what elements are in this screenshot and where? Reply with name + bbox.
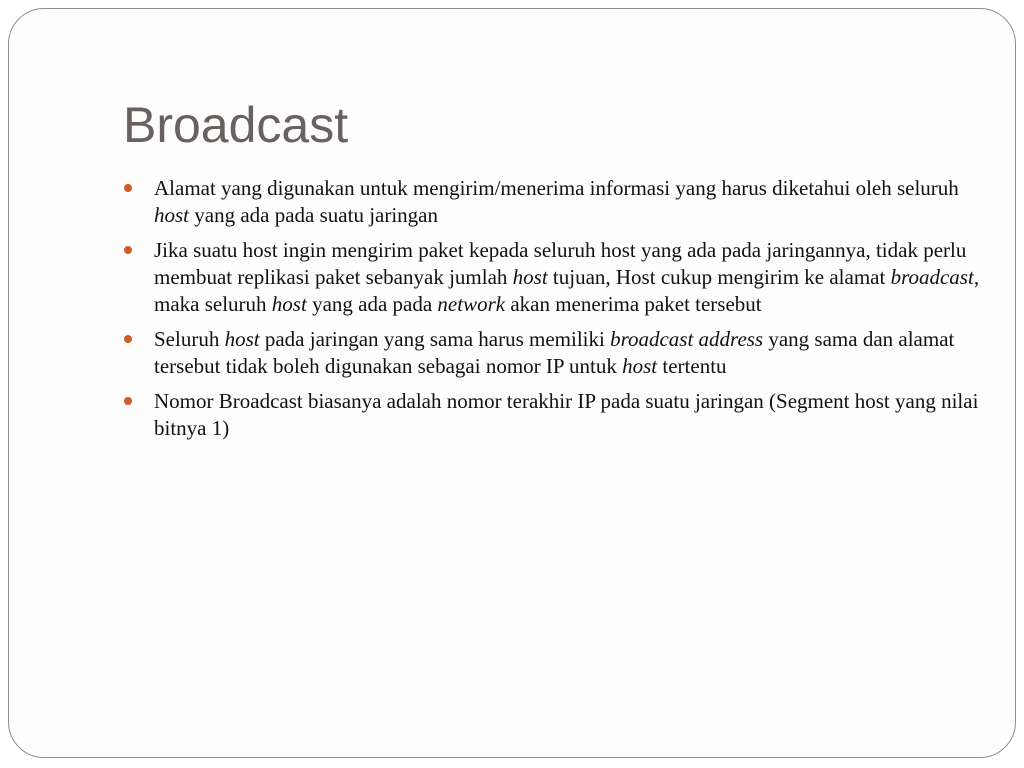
bullet-text: , maka seluruh	[154, 265, 980, 316]
bullet-text: Jika suatu host ingin mengirim paket kepada seluruh host yang ada pada jaringannya, tidak perlu membuat replikasi paket sebanyak jumlah	[154, 238, 967, 289]
bullet-text-italic: host	[224, 327, 260, 351]
bullet-text: tertentu	[657, 354, 727, 378]
bullet-text: Alamat yang digunakan untuk mengirim/menerima informasi yang harus diketahui oleh seluruh	[154, 176, 959, 200]
bullet-text-italic: host	[154, 203, 190, 227]
slide-title: Broadcast	[123, 97, 349, 153]
bullet-text-italic: broadcast address	[610, 327, 764, 351]
bullet-item	[123, 175, 983, 229]
bullet-dot-icon	[124, 335, 132, 343]
bullet-text-italic: broadcast	[890, 265, 974, 289]
bullet-item	[123, 388, 983, 442]
bullet-item	[123, 326, 983, 380]
bullet-text: yang ada pada suatu jaringan	[189, 203, 439, 227]
bullet-dot-icon	[124, 397, 132, 405]
bullet-text: pada jaringan yang sama harus memiliki	[259, 327, 611, 351]
bullet-text: Seluruh	[154, 327, 225, 351]
bullet-text: yang sama dan alamat tersebut tidak boleh digunakan sebagai nomor IP untuk	[154, 327, 955, 378]
bullet-text-italic: network	[437, 292, 506, 316]
bullet-dot-icon	[124, 184, 132, 192]
bullet-text: yang ada pada	[306, 292, 438, 316]
bullet-item	[123, 237, 983, 318]
bullet-text-italic: host	[622, 354, 658, 378]
slide	[8, 8, 1016, 758]
bullet-text: tujuan, Host cukup mengirim ke alamat	[547, 265, 891, 289]
bullet-dot-icon	[124, 246, 132, 254]
bullet-text-italic: host	[271, 292, 307, 316]
bullet-text: Nomor Broadcast biasanya adalah nomor terakhir IP pada suatu jaringan (Segment host yang nilai bitnya 1)	[154, 389, 979, 440]
bullet-list	[123, 175, 983, 450]
bullet-text-italic: host	[512, 265, 548, 289]
bullet-text: akan menerima paket tersebut	[505, 292, 762, 316]
